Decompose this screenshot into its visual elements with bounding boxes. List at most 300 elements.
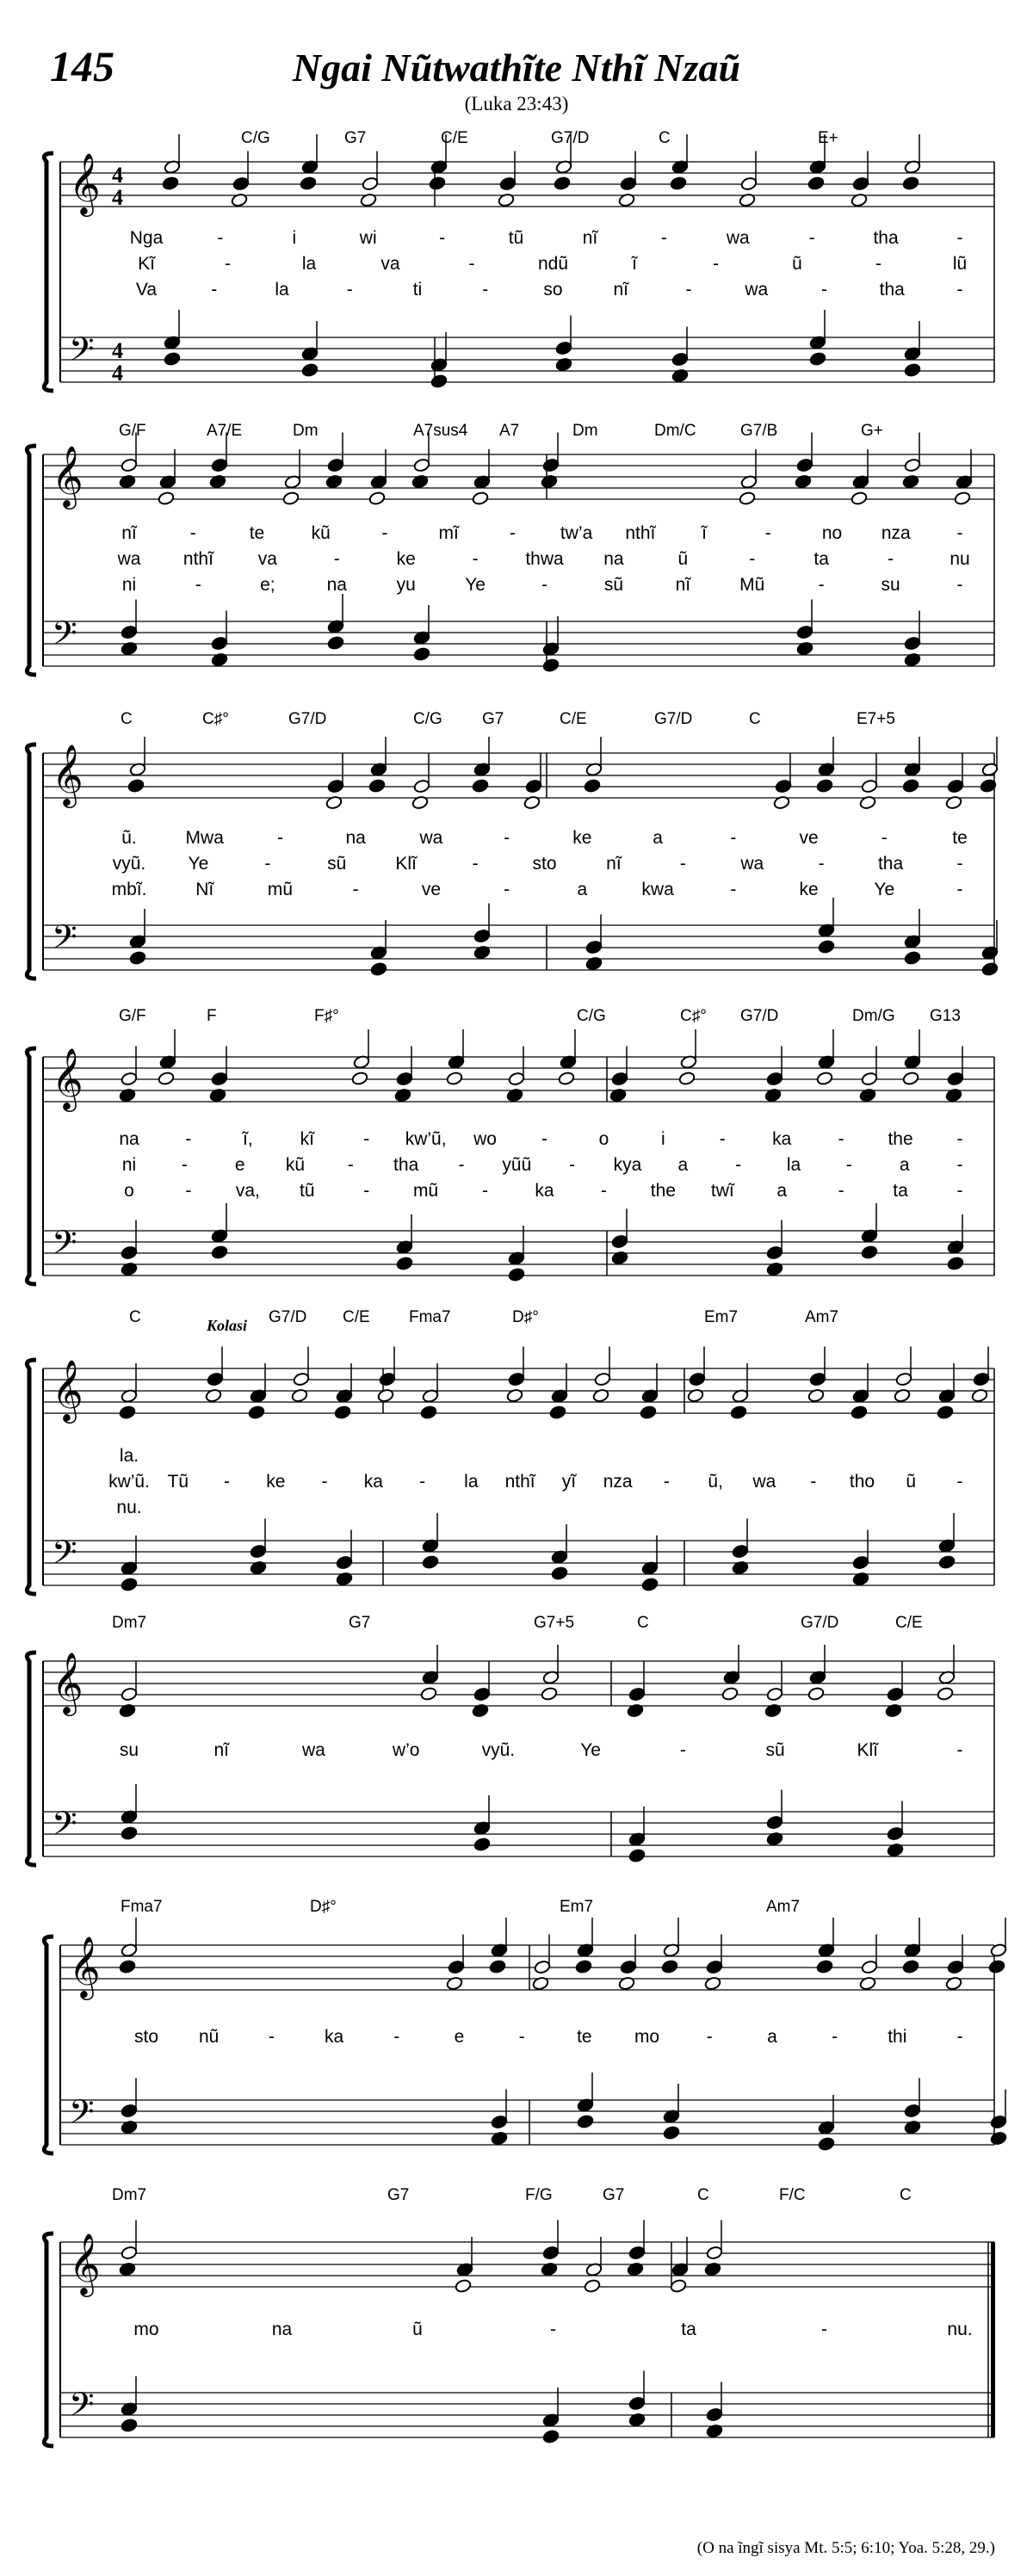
lyric-syllable: ĩ (702, 523, 707, 543)
lyric-syllable: na (271, 2320, 293, 2339)
lyric-syllable: - (956, 1129, 963, 1149)
lyric-syllable: - (956, 1472, 963, 1492)
chord-symbol: G7 (482, 710, 504, 728)
lyric-syllable: the (650, 1181, 676, 1201)
lyric-syllable: - (472, 854, 479, 874)
lyric-syllable: nza (881, 523, 911, 543)
bass-note (628, 2396, 646, 2411)
lyric-syllable: - (821, 2320, 827, 2339)
chord-symbol: G7/D (801, 1614, 839, 1632)
lyric-syllable: Tũ (167, 1472, 189, 1492)
lyric-syllable: thi (888, 2027, 907, 2047)
lyric-syllable: - (541, 575, 547, 595)
lyric-syllable: kĩ (300, 1129, 314, 1149)
lyric-syllable: - (730, 828, 737, 848)
chord-symbol: G+ (861, 422, 883, 440)
treble-staff (60, 2242, 994, 2287)
lyric-syllable: te (577, 2027, 592, 2047)
chord-symbol: C/E (343, 1308, 370, 1326)
lyric-syllable: ti (412, 280, 423, 300)
chord-symbol: A7sus4 (413, 422, 468, 440)
lyric-syllable: - (569, 1155, 576, 1175)
bass-note (706, 2407, 723, 2422)
lyric-syllable: su (881, 575, 900, 595)
time-signature-numerator: 4 (112, 338, 123, 363)
lyric-syllable: - (685, 280, 692, 300)
lyric-syllable: - (832, 2027, 838, 2047)
lyric-syllable: Kĩ (138, 254, 155, 274)
chord-symbol: C (749, 710, 761, 728)
lyric-syllable: - (735, 1155, 742, 1175)
lyric-syllable: i (292, 228, 297, 248)
lyric-syllable: - (845, 1155, 852, 1175)
lyric-syllable: ke (572, 828, 592, 848)
footnote-references: (O na ĩngĩ sisya Mt. 5:5; 6:10; Yoa. 5:28, 29.) (696, 2539, 995, 2557)
lyric-syllable: Ye (874, 880, 895, 899)
chord-symbol: Dm7 (112, 1614, 147, 1632)
lyric-syllable: nĩ (121, 523, 137, 543)
treble-clef-icon: 𝄞 (52, 743, 84, 806)
lyric-syllable: sũ (765, 1740, 785, 1760)
lyric-syllable: nthĩ (504, 1472, 535, 1492)
lyric-syllable: wa (740, 854, 764, 874)
lyric-syllable: - (439, 228, 446, 248)
lyric-syllable: nu. (116, 1498, 142, 1517)
lyric-syllable: - (875, 254, 881, 274)
lyric-syllable: - (393, 2027, 400, 2047)
treble-note (542, 2246, 560, 2260)
section-mark: Kolasi (207, 1317, 248, 1334)
chord-symbol: A7/E (207, 422, 243, 440)
lyric-syllable: - (660, 228, 667, 248)
lyric-syllable: wa (752, 1472, 776, 1492)
lyric-syllable: a (653, 828, 663, 848)
chord-symbol: C/E (895, 1614, 923, 1632)
lyric-syllable: - (838, 1129, 844, 1149)
lyric-syllable: - (838, 1181, 844, 1201)
bass-clef-icon: 𝄢 (52, 1533, 77, 1579)
lyric-syllable: - (821, 280, 827, 300)
lyric-syllable: - (518, 2027, 525, 2047)
lyric-syllable: kw’ũ. (108, 1472, 150, 1492)
lyric-syllable: ũ (677, 549, 689, 569)
lyric-syllable: nĩ (606, 854, 622, 874)
lyric-syllable: - (363, 1129, 370, 1149)
lyric-syllable: - (185, 1129, 192, 1149)
lyric-syllable: - (679, 854, 686, 874)
chord-symbol: C (697, 2186, 709, 2204)
lyric-syllable: yũũ (502, 1155, 532, 1175)
lyric-syllable: nĩ (582, 228, 598, 248)
chord-symbol: Am7 (805, 1308, 839, 1326)
lyric-syllable: ka (324, 2027, 344, 2047)
chord-symbol: Dm/G (852, 1007, 895, 1025)
lyric-syllable: a (577, 880, 588, 899)
time-signature-denominator: 4 (112, 361, 123, 386)
treble-note (121, 2246, 138, 2260)
lyric-syllable: la (464, 1472, 479, 1492)
lyric-syllable: - (482, 1181, 489, 1201)
alto-note (670, 2278, 687, 2293)
chord-symbol: F/G (525, 2186, 553, 2204)
lyric-syllable: - (333, 549, 340, 569)
lyric-syllable: mo (634, 2027, 660, 2047)
chord-symbol: G7/D (269, 1308, 307, 1326)
chord-symbol: G7+5 (534, 1614, 575, 1632)
final-barline-thick (991, 2242, 995, 2437)
lyric-syllable: - (468, 254, 475, 274)
time-signature-denominator: 4 (112, 185, 123, 210)
chord-symbol: C/G (413, 710, 442, 728)
chord-symbol: C (121, 710, 133, 728)
lyric-syllable: va, (235, 1181, 260, 1201)
lyric-syllable: nu (949, 549, 970, 569)
lyric-syllable: la (786, 1155, 801, 1175)
chord-symbol: G/F (119, 422, 146, 440)
alto-note (455, 2278, 472, 2293)
lyric-syllable: kwa (641, 880, 674, 899)
lyric-syllable: i (661, 1129, 665, 1149)
chord-symbol: C/G (241, 129, 270, 147)
chord-symbol: F (207, 1007, 217, 1025)
chord-symbol: C/E (560, 710, 587, 728)
chord-symbol: Dm7 (112, 2186, 147, 2204)
lyric-syllable: - (956, 2027, 963, 2047)
chord-symbol: G7/B (740, 422, 778, 440)
lyric-syllable: the (888, 1129, 913, 1149)
lyric-syllable: w’o (392, 1740, 420, 1760)
lyric-syllable: ni (121, 1155, 137, 1175)
lyric-syllable: - (181, 1155, 188, 1175)
lyric-syllable: wa (302, 1740, 325, 1760)
lyric-syllable: - (956, 880, 963, 899)
lyric-syllable: tũ (508, 228, 524, 248)
lyric-syllable: sto (532, 854, 557, 874)
lyric-syllable: tha (873, 228, 899, 248)
treble-clef-icon: 𝄞 (52, 1651, 84, 1714)
hymn-title: Ngai Nũtwathĩte Nthĩ Nzaũ (292, 46, 741, 90)
lyric-syllable: - (504, 880, 510, 899)
lyric-syllable: - (713, 254, 719, 274)
lyric-syllable: la. (119, 1446, 139, 1466)
lyric-syllable: - (764, 523, 771, 543)
lyric-syllable: tha (877, 854, 904, 874)
lyric-syllable: la (275, 280, 289, 300)
lyric-syllable: - (808, 228, 815, 248)
lyric-syllable: - (217, 228, 224, 248)
lyric-syllable: wa (419, 828, 443, 848)
lyric-syllable: Klĩ (395, 854, 417, 874)
lyric-syllable: va (257, 549, 277, 569)
lyric-syllable: na (326, 575, 347, 595)
bass-note (542, 2429, 560, 2443)
lyric-syllable: - (956, 854, 963, 874)
lyric-syllable: a (677, 1155, 689, 1175)
lyric-syllable: a (767, 2027, 777, 2047)
chord-symbol: G7 (344, 129, 367, 147)
lyric-syllable: te (952, 828, 968, 848)
lyric-syllable: nthĩ (625, 523, 656, 543)
lyric-syllable: - (888, 549, 894, 569)
lyric-syllable: te (249, 523, 265, 543)
lyric-syllable: Ye (188, 854, 209, 874)
bass-note (121, 2418, 138, 2432)
lyric-syllable: ũ, (708, 1472, 723, 1492)
lyric-syllable: - (881, 828, 888, 848)
lyric-syllable: a (776, 1181, 788, 1201)
lyric-syllable: tha (879, 280, 905, 300)
chord-symbol: G/F (119, 1007, 146, 1025)
lyric-syllable: ũ (906, 1472, 917, 1492)
chord-symbol: Dm (293, 422, 319, 440)
chord-symbol: Fma7 (409, 1308, 451, 1326)
hymn-number: 145 (50, 42, 114, 90)
lyric-syllable: - (730, 880, 737, 899)
lyric-syllable: lũ (952, 254, 968, 274)
lyric-syllable: Ye (580, 1740, 601, 1760)
lyric-syllable: - (956, 1181, 963, 1201)
lyric-syllable: - (224, 1472, 231, 1492)
lyric-syllable: sto (133, 2027, 159, 2047)
lyric-syllable: a (899, 1155, 910, 1175)
chord-symbol: E7+5 (857, 710, 895, 728)
chord-symbol: C (637, 1614, 649, 1632)
lyric-syllable: ke (799, 880, 819, 899)
lyric-syllable: ũ. (121, 828, 137, 848)
lyric-syllable: kya (613, 1155, 642, 1175)
lyric-syllable: - (956, 575, 963, 595)
lyric-syllable: o (598, 1129, 609, 1149)
lyric-syllable: kw’ũ, (405, 1129, 447, 1149)
lyric-syllable: - (185, 1181, 192, 1201)
lyric-syllable: - (956, 1740, 963, 1760)
treble-clef-icon: 𝄞 (69, 1935, 101, 1998)
lyric-syllable: - (211, 280, 218, 300)
chord-symbol: G7/D (288, 710, 327, 728)
lyric-syllable: - (195, 575, 201, 595)
scripture-reference: (Luka 23:43) (464, 93, 569, 114)
lyric-syllable: na (603, 549, 624, 569)
chord-symbol: Em7 (704, 1308, 739, 1326)
lyric-syllable: na (345, 828, 366, 848)
time-signature-numerator: 4 (112, 163, 123, 188)
lyric-syllable: - (956, 280, 963, 300)
lyric-syllable: - (663, 1472, 670, 1492)
chord-symbol: C♯° (202, 710, 229, 728)
lyric-syllable: so (543, 280, 563, 300)
lyric-syllable: nĩ (213, 1740, 229, 1760)
lyric-syllable: mũ (267, 880, 294, 899)
lyric-syllable: Ye (465, 575, 486, 595)
lyric-syllable: - (956, 1155, 963, 1175)
lyric-syllable: e (234, 1155, 245, 1175)
lyric-syllable: na (119, 1129, 139, 1149)
chord-symbol: Dm/C (654, 422, 696, 440)
lyric-syllable: - (346, 280, 353, 300)
bass-clef-icon: 𝄢 (69, 2092, 95, 2139)
lyric-syllable: ũ (412, 2320, 423, 2339)
lyric-syllable: - (550, 2320, 556, 2339)
lyric-syllable: kũ (285, 1155, 306, 1175)
chord-symbol: C/G (577, 1007, 606, 1025)
treble-clef-icon: 𝄞 (52, 1358, 84, 1421)
chord-symbol: D♯° (512, 1308, 539, 1326)
lyric-syllable: ũ (792, 254, 802, 274)
lyric-syllable: Va (135, 280, 158, 300)
lyric-syllable: - (189, 523, 196, 543)
bass-clef-icon: 𝄢 (52, 1804, 77, 1850)
lyric-syllable: ke (266, 1472, 286, 1492)
lyric-syllable: nza (603, 1472, 633, 1492)
lyric-syllable: - (810, 1472, 817, 1492)
lyric-syllable: ĩ, (243, 1129, 253, 1149)
chord-symbol: C (659, 129, 671, 147)
lyric-syllable: - (509, 523, 516, 543)
lyric-syllable: o (124, 1181, 134, 1201)
lyric-syllable: ve (799, 828, 819, 848)
alto-note (584, 2278, 601, 2293)
system-bracket (44, 2233, 53, 2446)
lyric-syllable: twĩ (710, 1181, 734, 1201)
chord-symbol: Am7 (766, 1898, 801, 1916)
lyric-syllable: - (268, 2027, 275, 2047)
lyric-syllable: ni (121, 575, 137, 595)
chord-symbol: G7 (603, 2186, 625, 2204)
lyric-syllable: - (719, 1129, 726, 1149)
lyric-syllable: vyũ. (481, 1740, 516, 1760)
treble-clef-icon: 𝄞 (52, 1047, 84, 1109)
lyric-syllable: vyũ. (112, 854, 146, 874)
lyric-syllable: Klĩ (857, 1740, 879, 1760)
lyric-syllable: Nĩ (195, 880, 214, 899)
lyric-syllable: - (482, 280, 489, 300)
lyric-syllable: nũ (199, 2027, 220, 2047)
lyric-syllable: mo (133, 2320, 159, 2339)
chord-symbol: C (900, 2186, 912, 2204)
lyric-syllable: - (749, 549, 756, 569)
lyric-syllable: - (347, 1155, 354, 1175)
lyric-syllable: - (818, 854, 825, 874)
lyric-syllable: tho (849, 1472, 875, 1492)
lyric-syllable: ka (535, 1181, 554, 1201)
bass-staff (60, 2393, 994, 2437)
lyric-syllable: - (472, 549, 479, 569)
lyric-syllable: - (321, 1472, 328, 1492)
chord-symbol: D♯° (310, 1898, 337, 1916)
chord-symbol: A7 (499, 422, 520, 440)
lyric-syllable: wi (359, 228, 377, 248)
lyric-syllable: wo (473, 1129, 497, 1149)
lyric-syllable: ta (893, 1181, 908, 1201)
lyric-syllable: su (119, 1740, 139, 1760)
lyric-syllable: thwa (525, 549, 564, 569)
treble-note (706, 2246, 723, 2260)
chord-symbol: G7/D (740, 1007, 779, 1025)
treble-clef-icon: 𝄞 (52, 444, 84, 507)
lyric-syllable: wa (117, 549, 141, 569)
lyric-syllable: va (380, 254, 400, 274)
lyric-syllable: - (956, 228, 963, 248)
lyric-syllable: Mũ (739, 575, 765, 595)
lyric-syllable: - (458, 1155, 465, 1175)
lyric-syllable: mbĩ. (111, 880, 147, 899)
lyric-syllable: ka (772, 1129, 792, 1149)
chord-symbol: G7 (387, 2186, 410, 2204)
lyric-syllable: nĩ (675, 575, 691, 595)
lyric-syllable: Mwa (185, 828, 224, 848)
chord-symbol: G7/D (551, 129, 590, 147)
treble-note (628, 2246, 646, 2260)
lyric-syllable: - (276, 828, 283, 848)
treble-clef-icon: 𝄞 (69, 151, 101, 214)
lyric-syllable: ta (681, 2320, 696, 2339)
lyric-syllable: ĩ (632, 254, 637, 274)
lyric-syllable: tha (393, 1155, 419, 1175)
chord-symbol: Fma7 (121, 1898, 163, 1916)
lyric-syllable: ve (421, 880, 441, 899)
bass-clef-icon: 𝄢 (69, 330, 95, 376)
lyric-syllable: - (225, 254, 231, 274)
chord-symbol: C (129, 1308, 141, 1326)
chord-symbol: E+ (818, 129, 838, 147)
lyric-syllable: no (821, 523, 843, 543)
bass-clef-icon: 𝄢 (52, 917, 77, 964)
lyric-syllable: Nga (129, 228, 164, 248)
chord-symbol: G7 (349, 1614, 371, 1632)
lyric-syllable: nthĩ (182, 549, 213, 569)
treble-clef-icon: 𝄞 (69, 2232, 101, 2295)
lyric-syllable: - (679, 1740, 686, 1760)
lyric-syllable: - (706, 2027, 713, 2047)
chord-symbol: Dm (572, 422, 598, 440)
lyric-syllable: - (352, 880, 359, 899)
lyric-syllable: ke (396, 549, 416, 569)
lyric-syllable: e (454, 2027, 465, 2047)
lyric-syllable: wa (745, 280, 769, 300)
bass-clef-icon: 𝄢 (69, 2385, 95, 2431)
lyric-syllable: mĩ (438, 523, 459, 543)
lyric-syllable: tw’a (560, 523, 593, 543)
lyric-syllable: la (301, 254, 317, 274)
lyric-syllable: yĩ (561, 1472, 577, 1492)
chord-symbol: Em7 (560, 1898, 594, 1916)
lyric-syllable: - (381, 523, 388, 543)
lyric-syllable: - (600, 1181, 607, 1201)
chord-symbol: C/E (441, 129, 468, 147)
lyric-syllable: yu (396, 575, 416, 595)
lyric-syllable: sũ (603, 575, 623, 595)
lyric-syllable: - (956, 523, 963, 543)
lyric-syllable: - (541, 1129, 547, 1149)
lyric-syllable: - (504, 828, 510, 848)
chord-symbol: C♯° (680, 1007, 707, 1025)
lyric-syllable: sũ (327, 854, 347, 874)
lyric-syllable: ka (363, 1472, 383, 1492)
bass-clef-icon: 𝄢 (52, 1223, 77, 1269)
lyric-syllable: nu. (947, 2320, 973, 2339)
lyric-syllable: e; (260, 575, 275, 595)
lyric-syllable: nĩ (613, 280, 629, 300)
lyric-syllable: - (264, 854, 271, 874)
lyric-syllable: - (818, 575, 825, 595)
lyric-syllable: - (363, 1181, 370, 1201)
lyric-syllable: wa (726, 228, 750, 248)
lyric-syllable: tũ (300, 1181, 315, 1201)
lyric-syllable: ta (813, 549, 829, 569)
chord-symbol: F♯° (314, 1007, 339, 1025)
chord-symbol: G13 (930, 1007, 961, 1025)
lyric-syllable: - (419, 1472, 426, 1492)
